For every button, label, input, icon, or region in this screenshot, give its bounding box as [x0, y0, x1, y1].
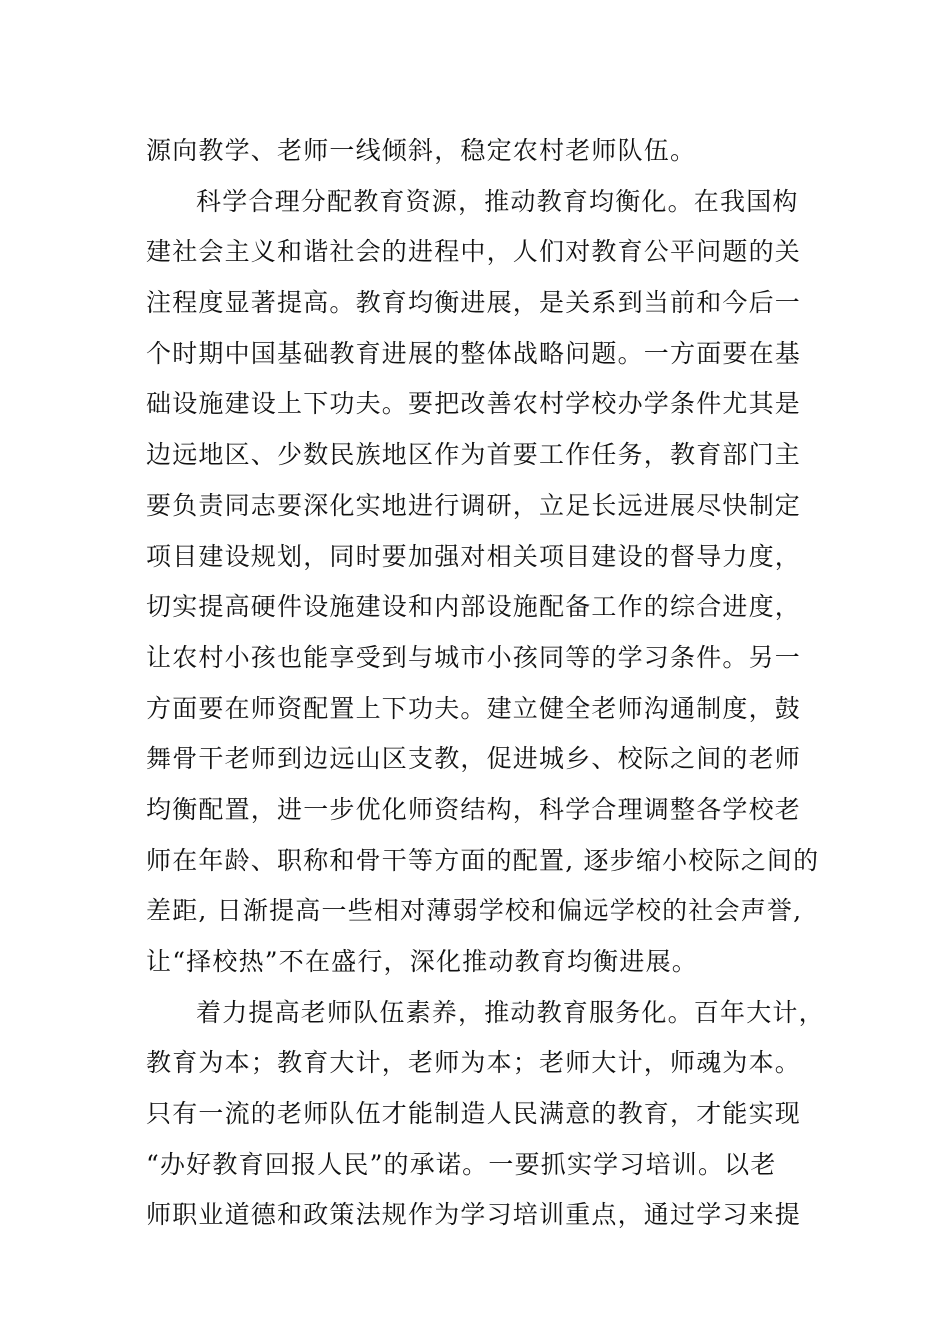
text-line: 只有一流的老师队伍才能制造人民满意的教育，才能实现: [146, 1099, 802, 1129]
text-line: 个时期中国基础教育进展的整体战略问题。一方面要在基: [146, 338, 802, 368]
text-line: 要负责同志要深化实地进行调研，立足长远进展尽快制定: [146, 490, 802, 520]
text-line: 础设施建设上下功夫。要把改善农村学校办学条件尤其是: [146, 389, 802, 419]
text-line: 方面要在师资配置上下功夫。建立健全老师沟通制度，鼓: [146, 693, 802, 723]
text-line: 师在年龄、职称和骨干等方面的配置, 逐步缩小校际之间的: [146, 845, 820, 875]
text-line: 源向教学、老师一线倾斜，稳定农村老师队伍。: [146, 136, 697, 165]
text-line: 教育为本；教育大计，老师为本；老师大计，师魂为本。: [146, 1048, 802, 1078]
text-line: 师职业道德和政策法规作为学习培训重点，通过学习来提: [146, 1200, 802, 1230]
text-line: 差距, 日渐提高一些相对薄弱学校和偏远学校的社会声誉,: [146, 896, 803, 926]
text-line: 项目建设规划，同时要加强对相关项目建设的督导力度，: [146, 541, 802, 571]
text-line: 建社会主义和谐社会的进程中，人们对教育公平问题的关: [146, 237, 802, 267]
text-line: 切实提高硬件设施建设和内部设施配备工作的综合进度，: [146, 592, 802, 622]
text-line: 舞骨干老师到边远山区支教，促进城乡、校际之间的老师: [146, 744, 802, 774]
text-line: 均衡配置，进一步优化师资结构，科学合理调整各学校老: [146, 794, 802, 824]
text-line: 让“择校热”不在盛行，深化推动教育均衡进展。: [146, 947, 698, 976]
text-line: 让农村小孩也能享受到与城市小孩同等的学习条件。另一: [146, 642, 802, 672]
text-line: 注程度显著提高。教育均衡进展，是关系到当前和今后一: [146, 288, 802, 318]
text-line: 边远地区、少数民族地区作为首要工作任务，教育部门主: [146, 440, 802, 470]
paragraph-start-line: 科学合理分配教育资源，推动教育均衡化。在我国构: [196, 186, 799, 216]
document-body: [146, 126, 826, 1241]
text-line: “办好教育回报人民”的承诺。一要抓实学习培训。以老: [146, 1149, 777, 1179]
paragraph-start-line: 着力提高老师队伍素养，推动教育服务化。百年大计，: [196, 997, 825, 1027]
